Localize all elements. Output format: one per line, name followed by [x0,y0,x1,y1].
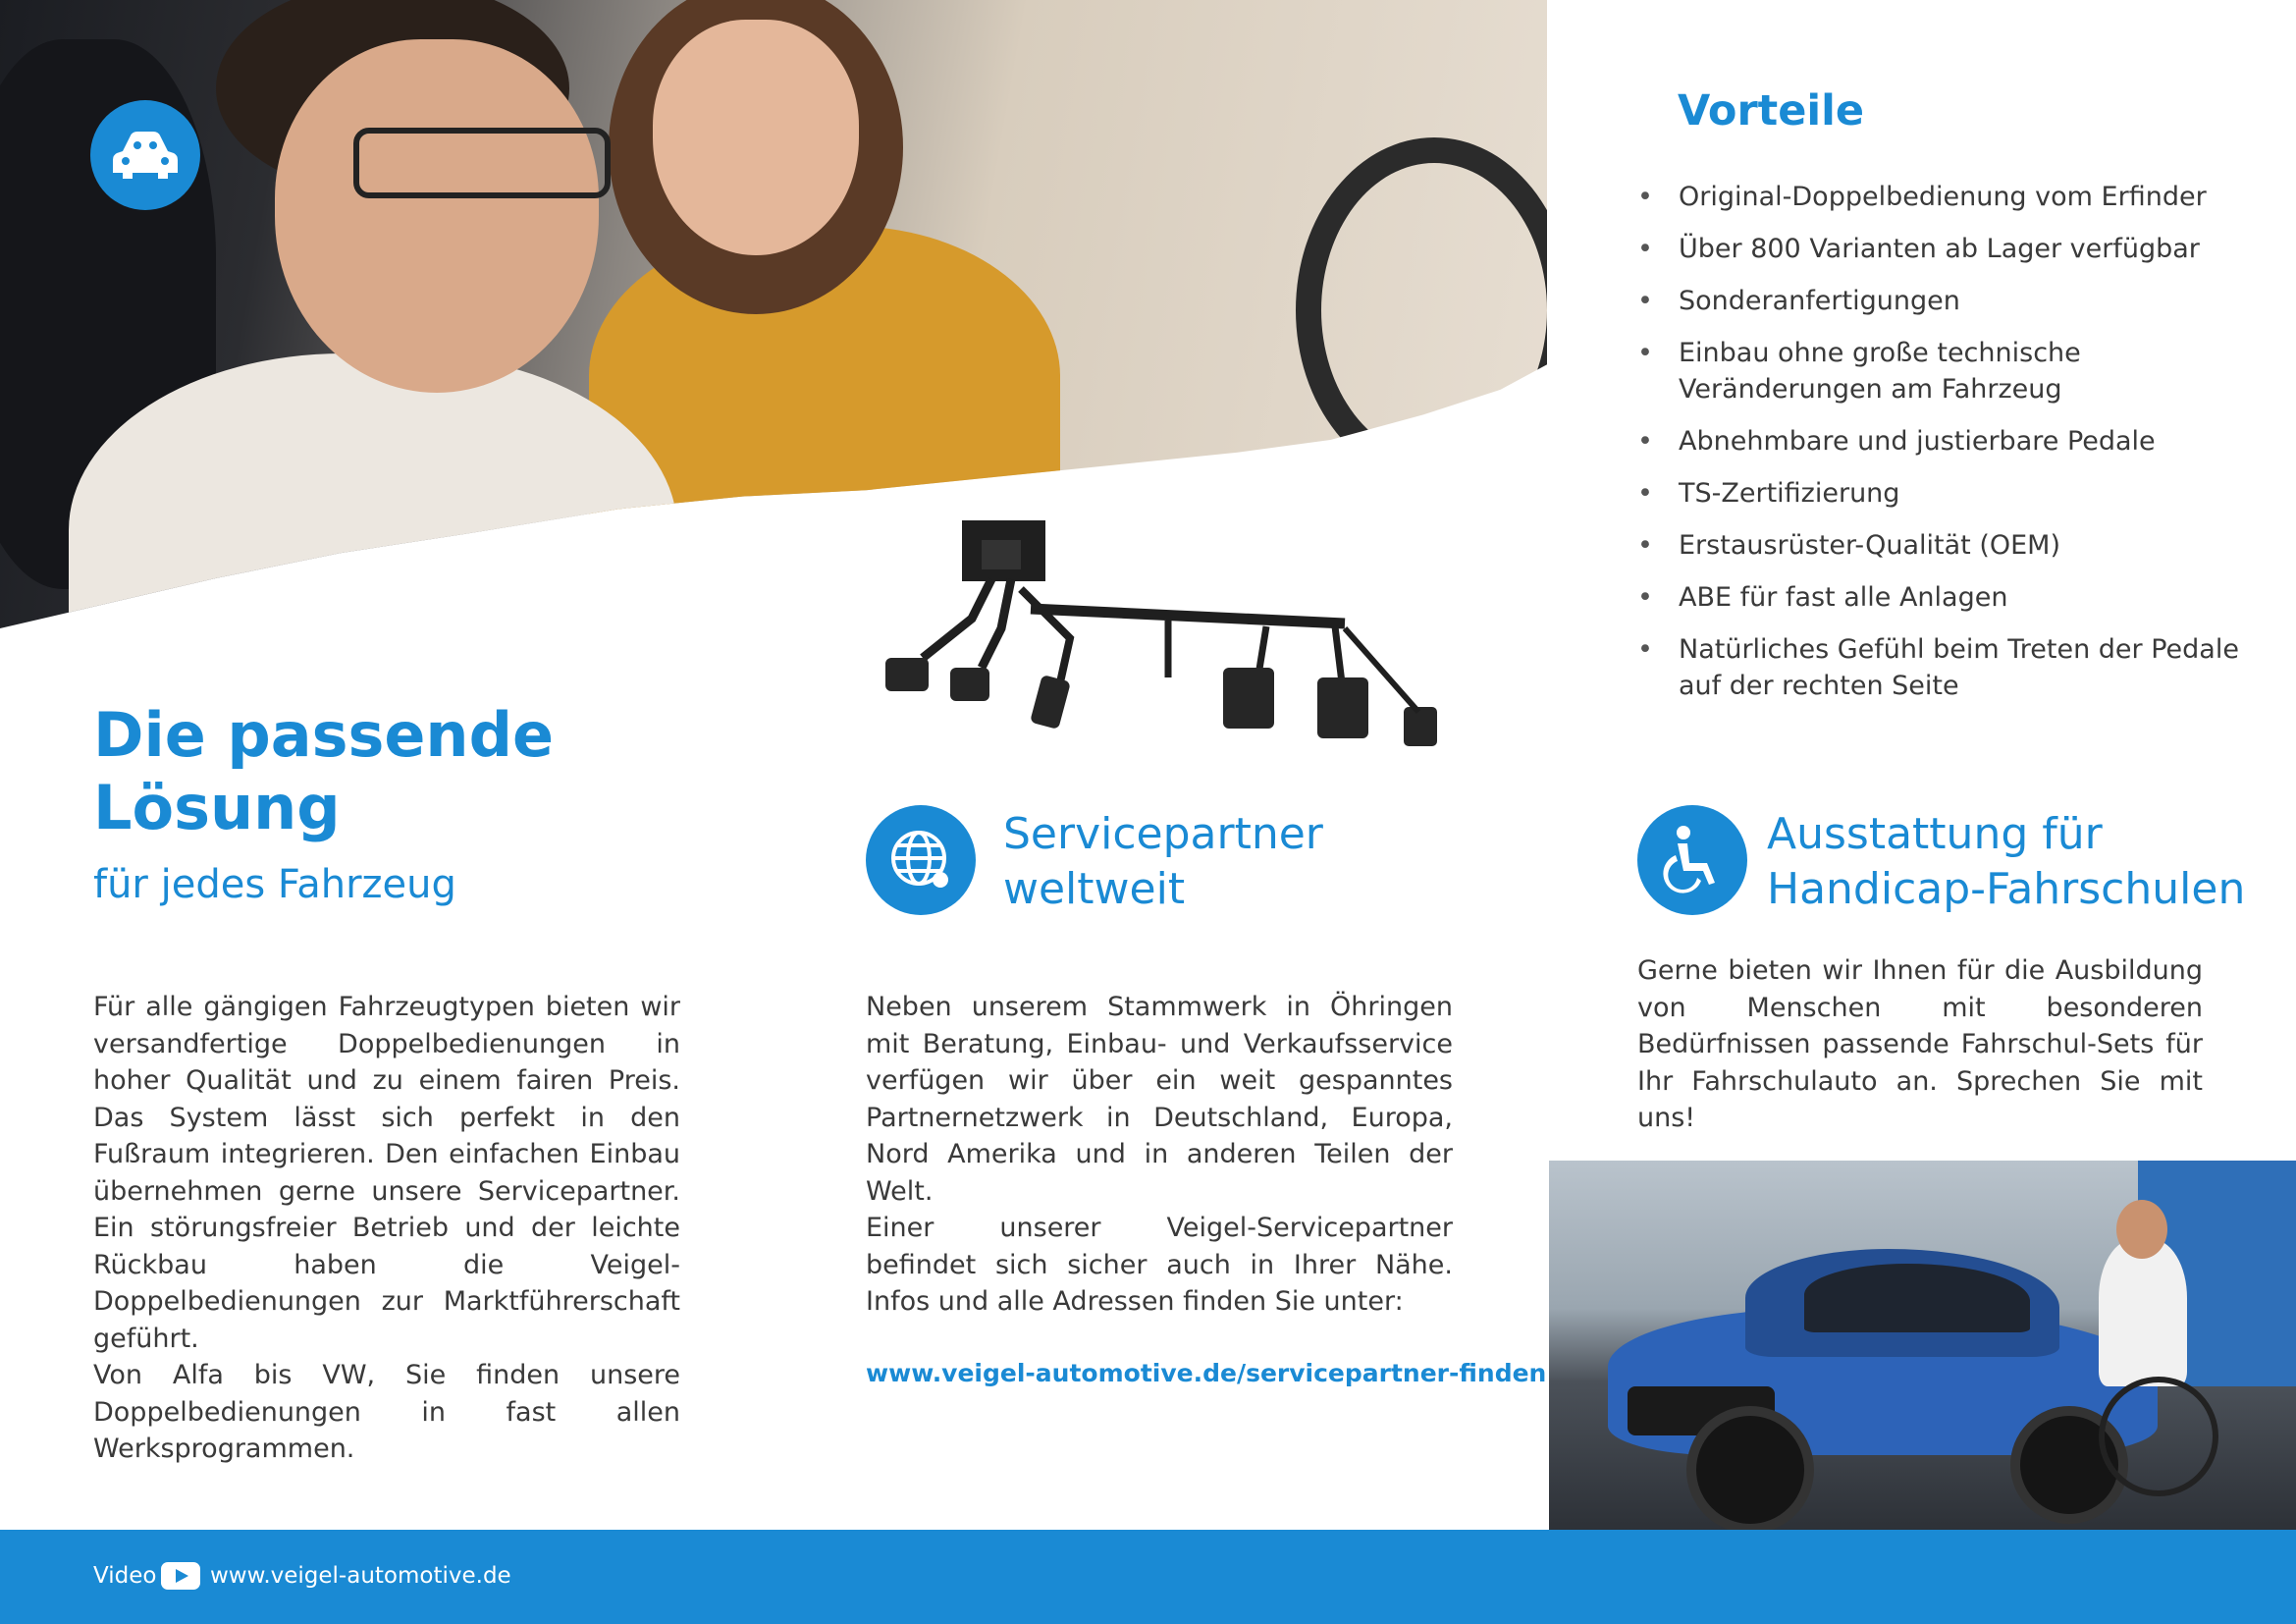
page-subtitle: für jedes Fahrzeug [93,862,456,907]
list-item: • Abnehmbare und justierbare Pedale [1637,423,2266,460]
footer-video-label: Video [93,1563,157,1589]
man-face [275,39,599,393]
wheelchair [2099,1377,2218,1496]
handicap-title: Ausstattung für Handicap-Fahrschulen [1767,809,2246,914]
list-item: • ABE für fast alle Anlagen [1637,579,2266,616]
column2-paragraph: Einer unserer Veigel-Servicepartner befindet sich sicher auch in Ihrer Nähe. Infos und alle Adressen finden Sie unter: [866,1213,1453,1317]
youtube-icon[interactable] [161,1562,200,1590]
glasses [353,128,611,198]
footer [0,1530,2296,1624]
column1-paragraph: Für alle gängigen Fahrzeugtypen bieten wir versandfertige Doppelbedienungen in hoher Qualität und zu einem fairen Preis. Das System lässt sich perfekt in den Fußraum integrieren. Den einfachen Einbau übernehmen gerne unsere Servicepartner. Ein störungsfreier Betrieb und der leichte Rückbau haben die Veigel-Doppelbedienungen zur Marktführerschaft geführt. [93,992,680,1354]
list-item: • TS-Zertifizierung [1637,475,2266,512]
list-item: • Sonderanfertigungen [1637,283,2266,319]
column2-paragraph: Neben unserem Stammwerk in Öhringen mit Beratung, Einbau- und Verkaufsservice verfügen wir über ein weit gespanntes Partnernetzwerk in Deutschland, Europa, Nord Amerika und in anderen Teilen der Welt. [866,992,1453,1207]
sports-car-photo [1549,1161,2296,1530]
double-pedal-image [874,511,1453,756]
car-wheel [1686,1406,1814,1530]
column1-paragraph: Von Alfa bis VW, Sie finden unsere Doppelbedienungen in fast allen Werksprogrammen. [93,1360,680,1464]
person-head [2116,1200,2167,1259]
woman-face [653,20,859,255]
list-item: • Erstausrüster-Qualität (OEM) [1637,527,2266,564]
car-icon [90,100,200,210]
footer-url[interactable]: www.veigel-automotive.de [210,1563,511,1589]
person [2099,1239,2187,1386]
list-item: • Original-Doppelbedienung vom Erfinder [1637,179,2266,215]
column3-paragraph: Gerne bieten wir Ihnen für die Ausbildung von Menschen mit besonderen Bedürfnissen passende Fahrschul-Sets für Ihr Fahrschulauto an. Sprechen Sie mit uns! [1637,955,2203,1133]
list-item: • Natürliches Gefühl beim Treten der Pedale auf der rechten Seite [1637,631,2266,704]
wheelchair-icon [1637,805,1747,915]
servicepartner-title: Servicepartner weltweit [1003,809,1323,914]
list-item: • Einbau ohne große technische Veränderungen am Fahrzeug [1637,335,2266,407]
list-item: • Über 800 Varianten ab Lager verfügbar [1637,231,2266,267]
page-title: Die passende Lösung [93,699,554,843]
globe-icon [866,805,976,915]
servicepartner-link[interactable]: www.veigel-automotive.de/servicepartner-finden [866,1359,1547,1387]
vorteile-list [1637,179,2266,720]
steering-wheel [1296,137,1547,483]
vorteile-title: Vorteile [1678,86,1865,135]
